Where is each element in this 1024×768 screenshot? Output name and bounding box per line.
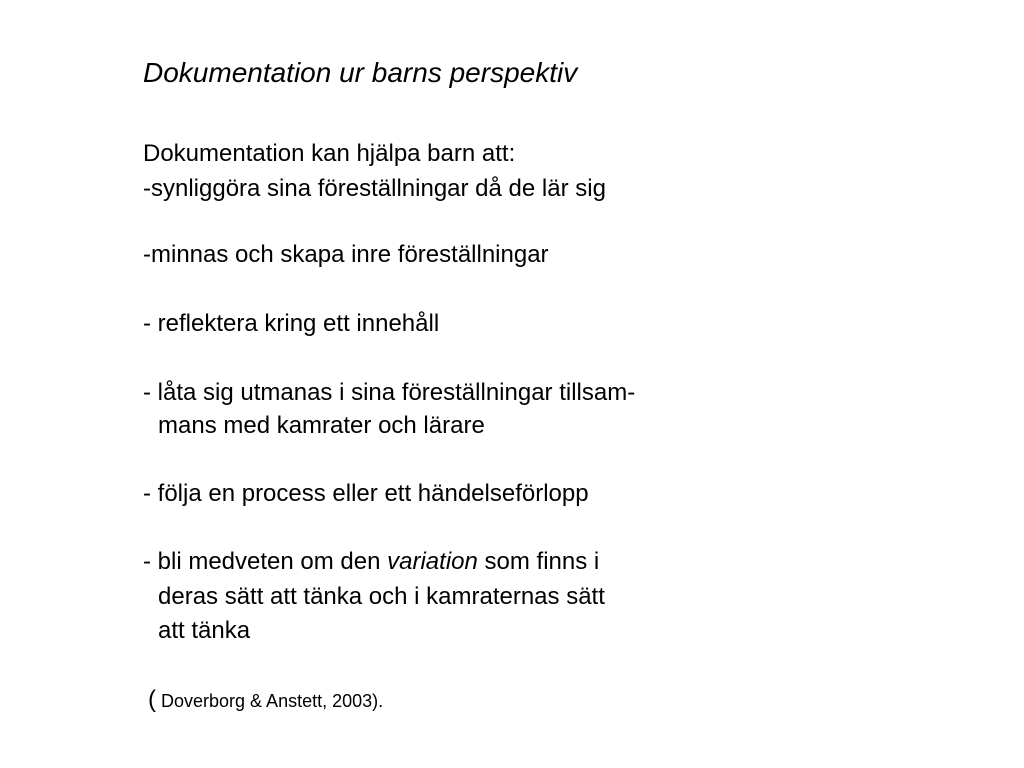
slide-title: Dokumentation ur barns perspektiv [143,57,578,88]
bullet-folja: - följa en process eller ett händelseförlopp [143,480,589,507]
bullet-minnas: -minnas och skapa inre föreställningar [143,241,549,268]
bullet-synliggora: -synliggöra sina föreställningar då de lär sig [143,175,606,202]
bullet-reflektera: - reflektera kring ett innehåll [143,310,440,337]
bullet-utmanas-line1: - låta sig utmanas i sina föreställningar tillsam- [143,379,636,406]
bullet-medveten-line1 [143,547,599,577]
bullet-medveten-line3: att tänka [158,617,251,644]
intro-text: Dokumentation kan hjälpa barn att: [143,140,516,167]
bullet-medveten-post: som finns i [477,548,600,575]
reference-text: Doverborg & Anstett, 2003). [156,691,384,711]
reference-open-paren: ( [148,686,156,713]
reference-citation [148,685,383,716]
bullet-medveten-emphasis: variation [387,548,478,575]
bullet-medveten-line2: deras sätt att tänka och i kamraternas sätt [158,583,605,610]
bullet-medveten-pre: - bli medveten om den [143,548,388,575]
bullet-utmanas-line2: mans med kamrater och lärare [158,412,485,439]
